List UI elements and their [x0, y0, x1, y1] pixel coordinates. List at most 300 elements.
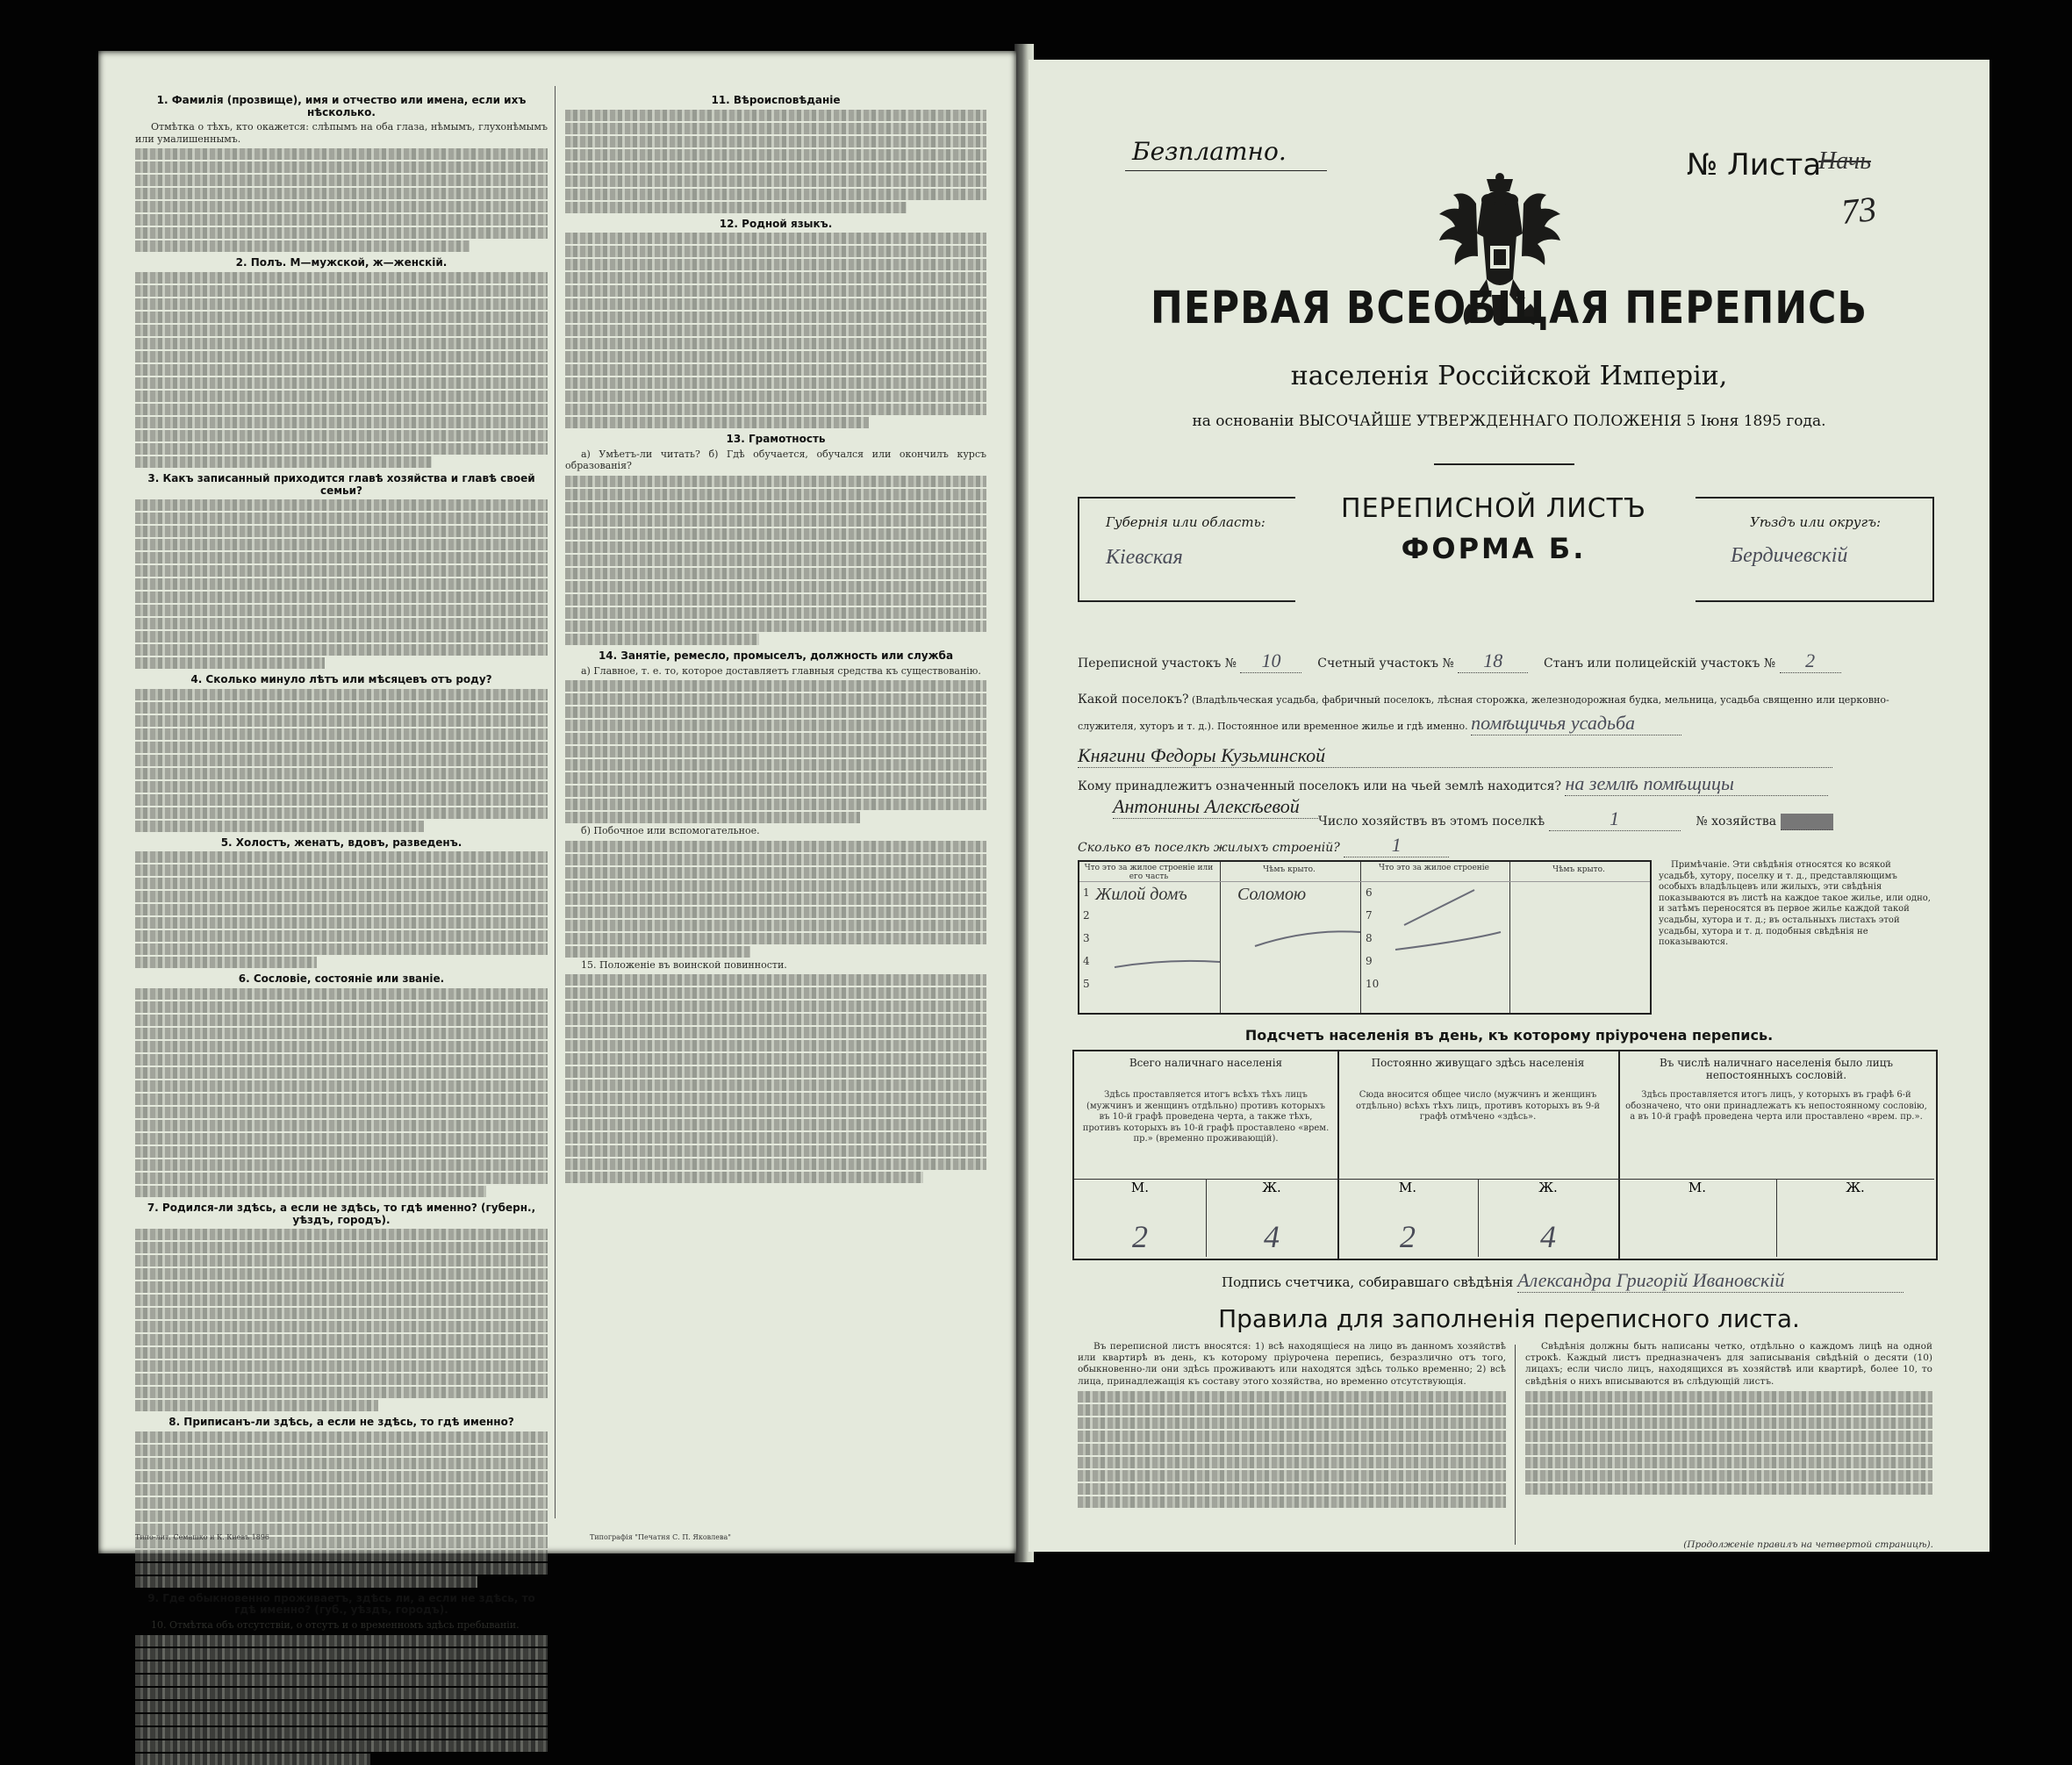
section-heading: 12. Родной языкъ. [719, 217, 833, 230]
note-text: Примѣчаніе. Эти свѣдѣнія относятся ко всякой усадьбѣ, хутору, поселку и т. д., представляющимъ особыхъ владѣльцевъ или жилыхъ, эти свѣдѣнія показываются въ листѣ на каждое такое жилье, или одно, и затѣмъ переносятся въ первое жилье каждой такой усадьбы, хутора и т. д.; въ остальныхъ листахъ этой усадьбы, хутора и т. д. подобныя свѣдѣнія не показываются. [1659, 860, 1931, 948]
row-number: 1 [1083, 886, 1090, 899]
section-text: а) Умѣетъ-ли читать? б) Гдѣ обучается, обучался или окончилъ курсъ образованія? [565, 448, 986, 472]
print-line [135, 240, 470, 252]
row-number: 6 [1366, 886, 1373, 899]
print-line [135, 742, 548, 753]
section-text: 15. Положеніе въ воинской повинности. [581, 958, 787, 971]
print-line [135, 794, 548, 806]
print-line [135, 1107, 548, 1118]
footer-right: Типографія "Печатня С. П. Яковлева" [590, 1533, 731, 1541]
count-subrow [1337, 1179, 1618, 1254]
print-line [135, 1080, 548, 1092]
document-subtitle: населенія Россійской Имперіи, [1290, 361, 1728, 391]
sub-m: М. [1130, 1180, 1150, 1195]
print-line [565, 176, 986, 187]
print-line [565, 720, 986, 731]
section-heading: 7. Родился-ли здѣсь, а если не здѣсь, то гдѣ именно? (губерн., уѣздъ, городъ). [147, 1201, 536, 1226]
row-number: 5 [1083, 978, 1090, 990]
print-line [135, 1727, 548, 1739]
print-line [565, 377, 986, 389]
poselok-value-2: Княгини Федоры Кузьминской [1078, 744, 1832, 768]
print-line [565, 246, 986, 257]
print-line [565, 528, 986, 540]
print-line [565, 542, 986, 553]
strike-marks [1079, 862, 1650, 1013]
print-line [135, 272, 548, 283]
buildings-table [1078, 860, 1652, 1015]
print-line [135, 513, 548, 524]
print-line [565, 759, 986, 771]
table-header: Что это за жилое строеніе или его часть [1084, 864, 1214, 881]
print-line [135, 338, 548, 349]
print-line [135, 1563, 548, 1575]
print-line [565, 867, 986, 879]
print-line [135, 1334, 548, 1345]
print-line [135, 702, 548, 714]
print-line [135, 1360, 548, 1372]
signature-label: Подпись счетчика, собиравшаго свѣдѣнія [1222, 1274, 1514, 1290]
print-line [565, 1145, 986, 1157]
print-line [135, 1714, 548, 1726]
print-line [135, 904, 548, 915]
print-line [565, 233, 986, 244]
print-line [135, 1740, 548, 1752]
print-line [565, 351, 986, 362]
print-line [565, 841, 986, 852]
print-line [565, 502, 986, 513]
count-col-permanent [1337, 1051, 1620, 1259]
print-line [135, 148, 548, 160]
row-number: 7 [1366, 909, 1373, 922]
row-number: 2 [1083, 909, 1090, 922]
footer-left: Типо-лит. Семашко и К. Киевъ 1896 [135, 1533, 269, 1541]
print-line [135, 526, 548, 537]
print-line [135, 988, 548, 1000]
print-line [135, 807, 548, 819]
stroeniya-value: 1 [1344, 834, 1449, 857]
count-subcell [1074, 1180, 1207, 1257]
print-line [135, 957, 317, 968]
print-line [565, 476, 986, 487]
print-line [565, 555, 986, 566]
print-line [565, 1172, 923, 1183]
sub-f: Ж. [1538, 1180, 1558, 1195]
title-rule [1434, 463, 1574, 465]
poselok-row [1078, 688, 1933, 738]
count-value: 2 [1132, 1219, 1148, 1254]
print-line [135, 1648, 548, 1660]
print-line [135, 689, 548, 700]
count-desc: Сюда вносится общее число (мужчинъ и женщинъ отдѣльно) всѣхъ тѣхъ лицъ, противъ которыхъ въ 9-й графѣ отмѣчено «здѣсь». [1355, 1090, 1601, 1123]
print-line [135, 1159, 548, 1171]
form-title: ПЕРЕПИСНОЙ ЛИСТЪ [1341, 493, 1646, 524]
section-heading: 5. Холостъ, женатъ, вдовъ, разведенъ. [220, 836, 462, 849]
uchastok-row [1078, 649, 1933, 673]
document-title: ПЕРВАЯ ВСЕОБЩАЯ ПЕРЕПИСЬ [1151, 283, 1868, 334]
print-line [135, 552, 548, 563]
print-line [135, 1675, 548, 1686]
print-line [135, 1281, 548, 1293]
print-line [565, 854, 986, 865]
uezd-value: Бердичевскій [1731, 544, 1848, 567]
stroeniya-row [1078, 834, 1692, 857]
count-title: Подсчетъ населенія въ день, къ которому пріурочена перепись. [1244, 1027, 1774, 1044]
print-line [565, 733, 986, 744]
row-number: 10 [1366, 978, 1380, 990]
print-line [565, 298, 986, 310]
print-line [135, 930, 548, 942]
uezd-box [1696, 497, 1934, 602]
rules-column-2 [1525, 1341, 1932, 1496]
print-line [565, 259, 986, 270]
owner-label: Кому принадлежитъ означенный поселокъ или на чьей землѣ находится? [1078, 779, 1561, 793]
row-number: 4 [1083, 955, 1090, 967]
print-line [565, 162, 986, 174]
print-line [565, 404, 986, 415]
print-line [135, 1001, 548, 1013]
print-line [135, 499, 548, 511]
print-line [135, 1497, 548, 1509]
section-text: а) Главное, т. е. то, которое доставляетъ главныя средства къ существованію. [581, 664, 981, 677]
price-label: Безплатно. [1132, 137, 1287, 166]
hozyaystva-no-value: 1 [1781, 814, 1833, 830]
print-line [135, 456, 432, 468]
print-line [135, 592, 548, 603]
hozyaystva-value: 1 [1549, 807, 1681, 831]
print-line [135, 821, 424, 832]
print-line [135, 1510, 548, 1522]
print-line [565, 1159, 986, 1170]
row-number: 3 [1083, 932, 1090, 944]
print-line [565, 202, 907, 213]
print-line [565, 1040, 986, 1051]
signature-row [1222, 1269, 1904, 1293]
print-line [565, 772, 986, 784]
section-heading: 1. Фамилія (прозвище), имя и отчество или имена, если ихъ нѣсколько. [156, 94, 527, 118]
print-line [565, 149, 986, 161]
print-line [135, 1054, 548, 1065]
print-line [565, 1080, 986, 1091]
count-subcell [1478, 1180, 1618, 1257]
section-heading: 14. Занятіе, ремесло, промыселъ, должность или служба [598, 649, 954, 662]
rules-text: Въ переписной листъ вносятся: 1) всѣ находящіеся на лицо въ данномъ хозяйствѣ или квартирѣ въ день, къ которому пріурочена перепись, безразлично отъ того, обыкновенно-ли они здѣсь проживаютъ или находятся здѣсь только временно; 2) всѣ лица, принадлежащія къ составу этого хозяйства, но временно отсутствующія. [1078, 1341, 1506, 1387]
print-line [565, 987, 986, 999]
table-header: Чѣмъ крыто. [1552, 865, 1605, 874]
right-page [1029, 60, 1990, 1552]
left-page [98, 51, 1016, 1631]
print-line [565, 272, 986, 283]
sheet-number-crossed: Начь [1818, 147, 1871, 175]
print-line [565, 946, 750, 958]
print-line [135, 657, 325, 669]
print-line [135, 214, 548, 226]
print-line [565, 594, 986, 606]
print-line [135, 878, 548, 889]
count-subcell [1618, 1180, 1777, 1257]
print-line [135, 1015, 548, 1026]
print-line [135, 1255, 548, 1266]
perepisnoy-label: Переписной участокъ № [1078, 656, 1237, 671]
print-line [565, 515, 986, 527]
print-line [135, 1028, 548, 1039]
print-line [135, 404, 548, 415]
print-line [135, 917, 548, 929]
print-line [135, 1576, 477, 1588]
print-line [565, 338, 986, 349]
print-line [135, 539, 548, 550]
print-line [565, 312, 986, 323]
print-line [135, 430, 548, 441]
price-underline [1125, 170, 1327, 171]
print-line [135, 865, 548, 876]
print-line [135, 443, 548, 455]
print-line [135, 1321, 548, 1332]
print-line [135, 1295, 548, 1306]
print-line [565, 621, 986, 632]
population-count-table [1072, 1050, 1938, 1260]
print-line [135, 1229, 548, 1240]
print-line [135, 1688, 548, 1699]
print-line [565, 1014, 986, 1025]
print-line [135, 1374, 548, 1385]
guberniya-box [1078, 497, 1295, 602]
print-line [135, 377, 548, 389]
print-line [565, 1066, 986, 1078]
print-line [565, 746, 986, 757]
print-line [135, 298, 548, 310]
print-line [135, 1242, 548, 1253]
print-line [135, 188, 548, 199]
rules-text: Свѣдѣнія должны быть написаны четко, отдѣльно о каждомъ лицѣ на одной строкѣ. Каждый листъ предназначенъ для записыванія свѣдѣній о десяти (10) лицахъ; если число лицъ, находящихся въ хозяйствѣ или квартирѣ, более 10, то свѣдѣнія о нихъ вписываются въ слѣдующій листъ. [1525, 1341, 1932, 1387]
section-heading: 6. Сословіе, состояніе или званіе. [238, 972, 445, 986]
sub-m: М. [1398, 1180, 1417, 1195]
print-line [135, 1431, 548, 1443]
stroeniya-label: Сколько въ поселкѣ жилыхъ строеній? [1078, 841, 1340, 855]
row-number: 9 [1366, 955, 1373, 967]
print-line [135, 1635, 548, 1647]
print-line [135, 1458, 548, 1469]
rules-divider [1515, 1345, 1516, 1545]
print-line [135, 1754, 370, 1765]
print-line [135, 891, 548, 902]
table-header: Что это за жилое строеніе [1379, 864, 1489, 872]
print-line [565, 136, 986, 147]
print-line [135, 1387, 548, 1398]
print-line [135, 578, 548, 590]
print-line [565, 1093, 986, 1104]
print-line [565, 189, 986, 200]
print-line [565, 707, 986, 718]
hozyaystva-no-label: № хозяйства [1696, 814, 1777, 829]
print-line [135, 161, 548, 173]
count-desc: Здѣсь проставляется итогъ лицъ, у которыхъ въ графѣ 6-й обозначено, что они принадлежатъ къ непостоянному сословію, а въ 10-й графѣ проведена черта или проставлено «врем. пр.». [1625, 1090, 1927, 1123]
print-line [135, 1400, 378, 1411]
print-line [135, 1308, 548, 1319]
print-line [135, 1550, 548, 1561]
print-line [135, 755, 548, 766]
schetny-label: Счетный участокъ № [1317, 656, 1454, 671]
continuation-note: (Продолженіе правилъ на четвертой страницѣ). [1683, 1539, 1933, 1550]
print-line [565, 1027, 986, 1038]
print-line [135, 851, 548, 863]
section-heading: 3. Какъ записанный приходится главѣ хозяйства и главѣ своей семьи? [147, 471, 535, 497]
poselok-label: Какой поселокъ? [1078, 692, 1189, 707]
signature-value: Александра Григорій Ивановскій [1517, 1269, 1904, 1293]
print-line [135, 285, 548, 297]
section-heading: 4. Сколько минуло лѣтъ или мѣсяцевъ отъ роду? [190, 673, 492, 686]
section-heading: 8. Приписанъ-ли здѣсь, а если не здѣсь, то гдѣ именно? [168, 1416, 514, 1429]
count-subrow [1074, 1179, 1337, 1254]
count-subcell [1206, 1180, 1337, 1257]
print-line [135, 1067, 548, 1079]
count-value: 4 [1540, 1219, 1556, 1254]
section-heading: 13. Грамотность [726, 433, 826, 446]
print-line [135, 943, 548, 955]
print-line [565, 920, 986, 931]
section-heading: 2. Полъ. М—мужской, ж—женскій. [235, 256, 448, 269]
guberniya-value: Кіевская [1106, 546, 1183, 569]
hozyaystva-label: Число хозяйствъ въ этомъ поселкѣ [1318, 814, 1545, 829]
print-line [135, 227, 548, 239]
print-line [135, 605, 548, 616]
guberniya-label: Губернія или область: [1106, 514, 1265, 530]
count-head: Въ числѣ наличнаго населенія было лицъ непостоянныхъ сословій. [1659, 1057, 1894, 1081]
count-col-nonpermanent [1618, 1051, 1934, 1259]
print-line [565, 1119, 986, 1130]
print-line [565, 325, 986, 336]
owner-row [1078, 772, 1933, 796]
stan-value: 2 [1780, 649, 1841, 673]
print-line [135, 201, 548, 212]
print-line [135, 1041, 548, 1052]
print-line [135, 417, 548, 428]
print-line [135, 1661, 548, 1673]
owner-value-1: на землѣ помѣщицы [1565, 772, 1828, 796]
print-line [135, 325, 548, 336]
print-line [135, 644, 548, 656]
print-line [565, 893, 986, 905]
print-line [135, 351, 548, 362]
left-column-2 [565, 90, 986, 1518]
print-line [565, 607, 986, 619]
section-text: б) Побочное или вспомогательное. [581, 825, 760, 837]
print-line [565, 693, 986, 705]
count-head: Постоянно живущаго здѣсь населенія [1371, 1057, 1585, 1069]
sub-f: Ж. [1262, 1180, 1281, 1195]
print-line [135, 175, 548, 186]
schetny-value: 18 [1458, 649, 1528, 673]
count-subcell [1337, 1180, 1479, 1257]
print-line [565, 568, 986, 579]
poselok-hint: (Владѣльческая усадьба, фабричный поселокъ, лѣсная сторожка, железнодорожная будка, мельница, усадьба священно или церковно-служителя, хуторъ и т. д.). Постоянное или временное жилье и гдѣ именно. [1078, 694, 1889, 732]
print-line [135, 1133, 548, 1144]
print-line [565, 933, 986, 944]
print-line [565, 123, 986, 134]
print-line [565, 364, 986, 376]
owner-value-2: Антонины Алексѣевой [1113, 795, 1604, 819]
print-line [135, 715, 548, 727]
count-desc: Здѣсь проставляется итогъ всѣхъ тѣхъ лицъ (мужчинъ и женщинъ отдѣльно) противъ которыхъ въ 10-й графѣ проведена черта, а также тѣхъ, противъ которыхъ въ 10-й графѣ проставлено «врем. пр.» (временно проживающій). [1082, 1090, 1330, 1144]
print-line [565, 812, 860, 823]
sheet-number-handwritten: 73 [1839, 189, 1879, 232]
print-line [565, 110, 986, 121]
hozyaystva-row [1318, 807, 1932, 831]
print-line [565, 799, 986, 810]
print-line [135, 1347, 548, 1359]
print-line [135, 1484, 548, 1496]
sub-m: М. [1688, 1180, 1707, 1195]
count-head: Всего наличнаго населенія [1129, 1057, 1283, 1069]
uezd-label: Уѣздъ или округъ: [1750, 514, 1882, 530]
print-line [565, 391, 986, 402]
rules-title: Правила для заполненія переписного листа. [1218, 1304, 1800, 1333]
legal-basis: на основаніи ВЫСОЧАЙШЕ УТВЕРЖДЕННАГО ПОЛОЖЕНІЯ 5 Іюня 1895 года. [1192, 413, 1826, 430]
row-number: 8 [1366, 932, 1373, 944]
print-line [565, 974, 986, 986]
roof-value: Соломою [1237, 885, 1307, 904]
form-subtitle: ФОРМА Б. [1401, 532, 1587, 565]
print-line [135, 1094, 548, 1105]
building-type-value: Жилой домъ [1095, 885, 1187, 904]
print-line [565, 634, 759, 645]
print-line [565, 907, 986, 918]
rules-column-1 [1078, 1341, 1506, 1510]
print-line [565, 285, 986, 297]
print-line [135, 1186, 486, 1197]
print-line [135, 1471, 548, 1482]
section-text: 10. Отмѣтка объ отсутствіи, о отсутъ и о временномъ здѣсь пребываніи. [151, 1618, 520, 1631]
count-value: 4 [1264, 1219, 1280, 1254]
section-text: Отмѣтка о тѣхъ, кто окажется: слѣпымъ на оба глаза, нѣмымъ, глухонѣмымъ или умалишеннымъ. [135, 121, 548, 145]
perepisnoy-value: 10 [1240, 649, 1301, 673]
count-value: 2 [1400, 1219, 1416, 1254]
print-line [565, 1106, 986, 1117]
count-subrow [1618, 1179, 1934, 1206]
section-heading: 9. Где обыкновенно проживаетъ, здѣсь ли, а если не здѣсь, то гдѣ именно? (губ., уѣздъ, городъ). [147, 1591, 535, 1617]
count-subcell [1776, 1180, 1934, 1257]
print-line [565, 1053, 986, 1065]
print-line [135, 1120, 548, 1131]
print-line [565, 680, 986, 692]
print-line [135, 618, 548, 629]
print-line [135, 391, 548, 402]
stan-label: Станъ или полицейскій участокъ № [1544, 656, 1776, 671]
print-line [135, 768, 548, 779]
print-line [135, 1445, 548, 1456]
section-heading: 11. Вѣроисповѣданіе [711, 94, 841, 106]
table-header: Чѣмъ крыто. [1263, 865, 1316, 874]
print-line [565, 1132, 986, 1144]
sheet-number-label: № Листа [1687, 147, 1822, 183]
print-line [135, 1146, 548, 1158]
print-line [135, 565, 548, 577]
print-line [135, 1268, 548, 1280]
count-col-total [1074, 1051, 1339, 1259]
poselok-value-1: помѣщичья усадьба [1471, 712, 1681, 735]
print-line [135, 364, 548, 376]
print-line [135, 1173, 548, 1184]
print-line [135, 631, 548, 642]
sub-f: Ж. [1846, 1180, 1865, 1195]
print-line [565, 581, 986, 592]
print-line [565, 786, 986, 797]
print-line [565, 417, 869, 428]
print-line [135, 1701, 548, 1712]
print-line [135, 728, 548, 740]
print-line [135, 781, 548, 793]
print-line [135, 312, 548, 323]
column-divider [555, 86, 556, 1518]
